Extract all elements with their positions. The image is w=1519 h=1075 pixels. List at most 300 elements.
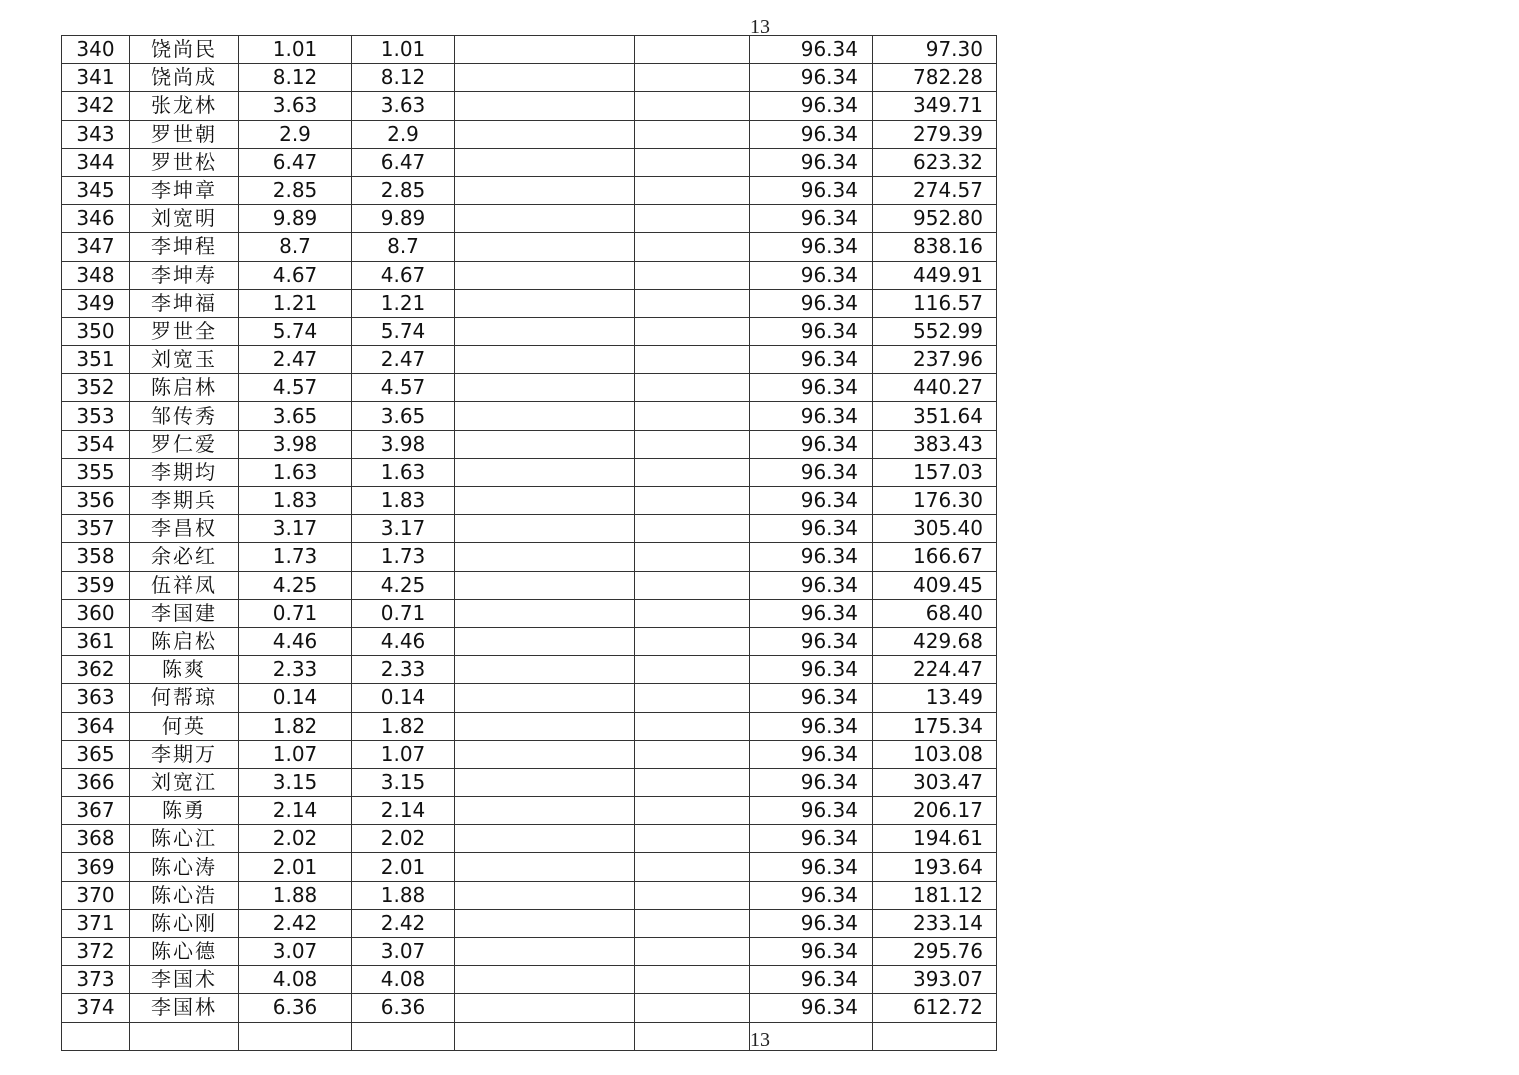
table-row <box>62 994 997 1022</box>
blank-cell <box>635 458 750 486</box>
blank-cell <box>635 571 750 599</box>
row-number-cell: 373 <box>62 966 130 994</box>
blank-cell <box>635 289 750 317</box>
unit-price-cell: 96.34 <box>750 797 873 825</box>
blank-cell <box>635 768 750 796</box>
area-b-cell: 1.21 <box>352 289 455 317</box>
amount-cell: 429.68 <box>873 627 997 655</box>
blank-cell <box>455 458 635 486</box>
unit-price-cell: 96.34 <box>750 994 873 1022</box>
unit-price-cell: 96.34 <box>750 768 873 796</box>
owner-name-cell: 李期万 <box>130 740 239 768</box>
area-b-cell: 8.7 <box>352 233 455 261</box>
owner-name-cell: 李国林 <box>130 994 239 1022</box>
blank-cell <box>635 317 750 345</box>
table-row <box>62 571 997 599</box>
unit-price-cell: 96.34 <box>750 656 873 684</box>
area-a-cell: 9.89 <box>239 205 352 233</box>
table-row <box>62 881 997 909</box>
area-a-cell: 0.14 <box>239 684 352 712</box>
area-b-cell: 6.36 <box>352 994 455 1022</box>
blank-cell <box>635 487 750 515</box>
table-row <box>62 430 997 458</box>
row-number-cell: 364 <box>62 712 130 740</box>
area-b-cell: 2.47 <box>352 346 455 374</box>
table-row <box>62 938 997 966</box>
amount-cell: 175.34 <box>873 712 997 740</box>
area-b-cell: 0.14 <box>352 684 455 712</box>
unit-price-cell: 96.34 <box>750 938 873 966</box>
area-a-cell: 4.25 <box>239 571 352 599</box>
blank-cell <box>635 1022 750 1050</box>
blank-cell <box>635 402 750 430</box>
amount-cell: 383.43 <box>873 430 997 458</box>
table-row <box>62 458 997 486</box>
owner-name-cell: 李国术 <box>130 966 239 994</box>
blank-cell <box>635 92 750 120</box>
owner-name-cell: 李期兵 <box>130 487 239 515</box>
area-a-cell: 2.47 <box>239 346 352 374</box>
unit-price-cell: 96.34 <box>750 346 873 374</box>
row-number-cell: 358 <box>62 543 130 571</box>
area-a-cell: 3.63 <box>239 92 352 120</box>
owner-name-cell <box>130 1022 239 1050</box>
table-row <box>62 205 997 233</box>
table-row <box>62 120 997 148</box>
area-a-cell: 2.01 <box>239 853 352 881</box>
row-number-cell: 366 <box>62 768 130 796</box>
table-row <box>62 712 997 740</box>
amount-cell: 68.40 <box>873 599 997 627</box>
area-b-cell: 4.46 <box>352 627 455 655</box>
unit-price-cell: 96.34 <box>750 120 873 148</box>
amount-cell: 305.40 <box>873 515 997 543</box>
blank-cell <box>455 233 635 261</box>
amount-cell: 224.47 <box>873 656 997 684</box>
owner-name-cell: 陈启林 <box>130 374 239 402</box>
amount-cell: 952.80 <box>873 205 997 233</box>
area-a-cell: 3.98 <box>239 430 352 458</box>
owner-name-cell: 伍祥凤 <box>130 571 239 599</box>
unit-price-cell: 96.34 <box>750 543 873 571</box>
amount-cell: 193.64 <box>873 853 997 881</box>
amount-cell: 279.39 <box>873 120 997 148</box>
owner-name-cell: 刘宽玉 <box>130 346 239 374</box>
blank-cell <box>635 599 750 627</box>
blank-cell <box>455 768 635 796</box>
area-a-cell: 8.7 <box>239 233 352 261</box>
area-a-cell: 8.12 <box>239 64 352 92</box>
unit-price-cell: 96.34 <box>750 148 873 176</box>
amount-cell: 233.14 <box>873 909 997 937</box>
table-row <box>62 36 997 64</box>
area-a-cell: 2.9 <box>239 120 352 148</box>
row-number-cell: 362 <box>62 656 130 684</box>
table-row <box>62 289 997 317</box>
amount-cell: 274.57 <box>873 176 997 204</box>
area-b-cell: 1.01 <box>352 36 455 64</box>
blank-cell <box>635 36 750 64</box>
area-a-cell: 3.15 <box>239 768 352 796</box>
amount-cell: 181.12 <box>873 881 997 909</box>
unit-price-cell: 96.34 <box>750 909 873 937</box>
ledger-body <box>62 36 997 1051</box>
row-number-cell: 369 <box>62 853 130 881</box>
unit-price-cell: 96.34 <box>750 233 873 261</box>
blank-cell <box>455 797 635 825</box>
blank-cell <box>455 543 635 571</box>
blank-cell <box>455 487 635 515</box>
row-number-cell: 341 <box>62 64 130 92</box>
amount-cell: 349.71 <box>873 92 997 120</box>
area-a-cell: 1.07 <box>239 740 352 768</box>
owner-name-cell: 刘宽明 <box>130 205 239 233</box>
blank-cell <box>635 374 750 402</box>
row-number-cell: 357 <box>62 515 130 543</box>
row-number-cell: 361 <box>62 627 130 655</box>
blank-cell <box>635 430 750 458</box>
owner-name-cell: 李坤寿 <box>130 261 239 289</box>
blank-cell <box>455 853 635 881</box>
row-number-cell: 340 <box>62 36 130 64</box>
row-number-cell: 345 <box>62 176 130 204</box>
area-a-cell: 5.74 <box>239 317 352 345</box>
row-number-cell: 360 <box>62 599 130 627</box>
amount-cell: 393.07 <box>873 966 997 994</box>
blank-cell <box>455 909 635 937</box>
owner-name-cell: 陈心涛 <box>130 853 239 881</box>
area-a-cell: 6.36 <box>239 994 352 1022</box>
area-b-cell: 2.14 <box>352 797 455 825</box>
area-a-cell: 3.17 <box>239 515 352 543</box>
row-number-cell: 370 <box>62 881 130 909</box>
unit-price-cell: 96.34 <box>750 825 873 853</box>
amount-cell: 237.96 <box>873 346 997 374</box>
table-row <box>62 599 997 627</box>
area-a-cell: 2.14 <box>239 797 352 825</box>
blank-cell <box>455 148 635 176</box>
area-a-cell: 6.47 <box>239 148 352 176</box>
amount-cell: 166.67 <box>873 543 997 571</box>
unit-price-cell: 96.34 <box>750 627 873 655</box>
area-b-cell: 2.9 <box>352 120 455 148</box>
blank-cell <box>635 64 750 92</box>
area-b-cell: 8.12 <box>352 64 455 92</box>
owner-name-cell: 罗世全 <box>130 317 239 345</box>
owner-name-cell: 陈爽 <box>130 656 239 684</box>
row-number-cell: 372 <box>62 938 130 966</box>
area-b-cell: 1.73 <box>352 543 455 571</box>
blank-cell <box>455 599 635 627</box>
blank-cell <box>455 402 635 430</box>
area-b-cell: 3.65 <box>352 402 455 430</box>
area-a-cell <box>239 1022 352 1050</box>
blank-cell <box>455 92 635 120</box>
row-number-cell: 349 <box>62 289 130 317</box>
owner-name-cell: 李坤福 <box>130 289 239 317</box>
unit-price-cell: 96.34 <box>750 487 873 515</box>
amount-cell: 13.49 <box>873 684 997 712</box>
amount-cell <box>873 1022 997 1050</box>
row-number-cell: 348 <box>62 261 130 289</box>
page-number-top: 13 <box>750 16 770 38</box>
owner-name-cell: 何帮琼 <box>130 684 239 712</box>
owner-name-cell: 罗世松 <box>130 148 239 176</box>
owner-name-cell: 李国建 <box>130 599 239 627</box>
owner-name-cell: 饶尚成 <box>130 64 239 92</box>
area-a-cell: 2.42 <box>239 909 352 937</box>
blank-cell <box>455 205 635 233</box>
blank-cell <box>455 430 635 458</box>
blank-cell <box>455 740 635 768</box>
area-a-cell: 1.01 <box>239 36 352 64</box>
blank-cell <box>455 176 635 204</box>
table-row <box>62 684 997 712</box>
blank-cell <box>455 825 635 853</box>
table-row <box>62 233 997 261</box>
unit-price-cell: 96.34 <box>750 881 873 909</box>
row-number-cell <box>62 1022 130 1050</box>
row-number-cell: 353 <box>62 402 130 430</box>
amount-cell: 623.32 <box>873 148 997 176</box>
blank-cell <box>635 148 750 176</box>
area-b-cell: 4.57 <box>352 374 455 402</box>
area-b-cell: 2.85 <box>352 176 455 204</box>
area-b-cell: 5.74 <box>352 317 455 345</box>
owner-name-cell: 陈心德 <box>130 938 239 966</box>
blank-cell <box>455 346 635 374</box>
blank-cell <box>455 712 635 740</box>
owner-name-cell: 陈心江 <box>130 825 239 853</box>
owner-name-cell: 李坤程 <box>130 233 239 261</box>
area-a-cell: 1.82 <box>239 712 352 740</box>
area-b-cell: 1.07 <box>352 740 455 768</box>
table-row <box>62 317 997 345</box>
owner-name-cell: 刘宽江 <box>130 768 239 796</box>
blank-cell <box>635 966 750 994</box>
unit-price-cell: 96.34 <box>750 966 873 994</box>
table-row <box>62 261 997 289</box>
blank-cell <box>635 176 750 204</box>
blank-cell <box>635 656 750 684</box>
amount-cell: 552.99 <box>873 317 997 345</box>
blank-cell <box>635 684 750 712</box>
unit-price-cell: 96.34 <box>750 374 873 402</box>
area-a-cell: 1.63 <box>239 458 352 486</box>
row-number-cell: 371 <box>62 909 130 937</box>
owner-name-cell: 罗仁爱 <box>130 430 239 458</box>
area-a-cell: 0.71 <box>239 599 352 627</box>
area-b-cell: 6.47 <box>352 148 455 176</box>
amount-cell: 409.45 <box>873 571 997 599</box>
blank-cell <box>635 994 750 1022</box>
table-row <box>62 543 997 571</box>
blank-cell <box>455 374 635 402</box>
blank-cell <box>635 740 750 768</box>
area-b-cell <box>352 1022 455 1050</box>
blank-cell <box>455 261 635 289</box>
area-a-cell: 1.83 <box>239 487 352 515</box>
amount-cell: 449.91 <box>873 261 997 289</box>
unit-price-cell: 96.34 <box>750 36 873 64</box>
table-row <box>62 64 997 92</box>
amount-cell: 303.47 <box>873 768 997 796</box>
blank-cell <box>635 233 750 261</box>
owner-name-cell: 李期均 <box>130 458 239 486</box>
area-a-cell: 1.21 <box>239 289 352 317</box>
table-row <box>62 1022 997 1050</box>
row-number-cell: 351 <box>62 346 130 374</box>
blank-cell <box>635 881 750 909</box>
unit-price-cell: 96.34 <box>750 740 873 768</box>
unit-price-cell: 96.34 <box>750 402 873 430</box>
blank-cell <box>455 289 635 317</box>
blank-cell <box>635 797 750 825</box>
blank-cell <box>455 994 635 1022</box>
blank-cell <box>635 346 750 374</box>
blank-cell <box>635 853 750 881</box>
area-b-cell: 1.83 <box>352 487 455 515</box>
row-number-cell: 367 <box>62 797 130 825</box>
owner-name-cell: 陈勇 <box>130 797 239 825</box>
blank-cell <box>455 515 635 543</box>
owner-name-cell: 邹传秀 <box>130 402 239 430</box>
owner-name-cell: 陈心浩 <box>130 881 239 909</box>
row-number-cell: 347 <box>62 233 130 261</box>
amount-cell: 194.61 <box>873 825 997 853</box>
area-b-cell: 3.98 <box>352 430 455 458</box>
amount-cell: 103.08 <box>873 740 997 768</box>
blank-cell <box>455 966 635 994</box>
area-b-cell: 4.08 <box>352 966 455 994</box>
unit-price-cell: 96.34 <box>750 684 873 712</box>
table-row <box>62 797 997 825</box>
area-a-cell: 1.88 <box>239 881 352 909</box>
unit-price-cell: 96.34 <box>750 515 873 543</box>
owner-name-cell: 李昌权 <box>130 515 239 543</box>
owner-name-cell: 何英 <box>130 712 239 740</box>
table-row <box>62 853 997 881</box>
area-b-cell: 1.88 <box>352 881 455 909</box>
unit-price-cell: 96.34 <box>750 599 873 627</box>
owner-name-cell: 陈启松 <box>130 627 239 655</box>
table-row <box>62 627 997 655</box>
blank-cell <box>455 938 635 966</box>
owner-name-cell: 饶尚民 <box>130 36 239 64</box>
blank-cell <box>455 571 635 599</box>
ledger-table <box>61 35 997 1051</box>
amount-cell: 97.30 <box>873 36 997 64</box>
area-b-cell: 3.15 <box>352 768 455 796</box>
unit-price-cell: 96.34 <box>750 853 873 881</box>
unit-price-cell: 96.34 <box>750 430 873 458</box>
amount-cell: 295.76 <box>873 938 997 966</box>
owner-name-cell: 罗世朝 <box>130 120 239 148</box>
amount-cell: 157.03 <box>873 458 997 486</box>
blank-cell <box>455 627 635 655</box>
row-number-cell: 346 <box>62 205 130 233</box>
table-row <box>62 825 997 853</box>
owner-name-cell: 陈心刚 <box>130 909 239 937</box>
area-b-cell: 4.67 <box>352 261 455 289</box>
blank-cell <box>455 120 635 148</box>
unit-price-cell: 96.34 <box>750 458 873 486</box>
blank-cell <box>455 36 635 64</box>
area-b-cell: 9.89 <box>352 205 455 233</box>
area-b-cell: 0.71 <box>352 599 455 627</box>
area-b-cell: 2.33 <box>352 656 455 684</box>
blank-cell <box>455 1022 635 1050</box>
amount-cell: 116.57 <box>873 289 997 317</box>
table-row <box>62 515 997 543</box>
area-a-cell: 3.65 <box>239 402 352 430</box>
table-row <box>62 346 997 374</box>
amount-cell: 206.17 <box>873 797 997 825</box>
area-a-cell: 1.73 <box>239 543 352 571</box>
area-a-cell: 2.33 <box>239 656 352 684</box>
amount-cell: 351.64 <box>873 402 997 430</box>
area-a-cell: 4.67 <box>239 261 352 289</box>
area-b-cell: 1.82 <box>352 712 455 740</box>
row-number-cell: 343 <box>62 120 130 148</box>
unit-price-cell: 96.34 <box>750 205 873 233</box>
area-b-cell: 4.25 <box>352 571 455 599</box>
blank-cell <box>455 656 635 684</box>
area-b-cell: 2.01 <box>352 853 455 881</box>
blank-cell <box>635 120 750 148</box>
blank-cell <box>455 881 635 909</box>
blank-cell <box>635 515 750 543</box>
area-a-cell: 4.57 <box>239 374 352 402</box>
row-number-cell: 352 <box>62 374 130 402</box>
page-number-bottom: 13 <box>750 1029 770 1051</box>
amount-cell: 782.28 <box>873 64 997 92</box>
row-number-cell: 368 <box>62 825 130 853</box>
row-number-cell: 344 <box>62 148 130 176</box>
unit-price-cell: 96.34 <box>750 92 873 120</box>
amount-cell: 838.16 <box>873 233 997 261</box>
blank-cell <box>635 909 750 937</box>
row-number-cell: 354 <box>62 430 130 458</box>
area-a-cell: 3.07 <box>239 938 352 966</box>
amount-cell: 612.72 <box>873 994 997 1022</box>
row-number-cell: 342 <box>62 92 130 120</box>
area-b-cell: 3.17 <box>352 515 455 543</box>
area-b-cell: 3.07 <box>352 938 455 966</box>
area-a-cell: 4.08 <box>239 966 352 994</box>
row-number-cell: 350 <box>62 317 130 345</box>
blank-cell <box>635 825 750 853</box>
unit-price-cell: 96.34 <box>750 712 873 740</box>
unit-price-cell: 96.34 <box>750 64 873 92</box>
area-b-cell: 2.42 <box>352 909 455 937</box>
unit-price-cell: 96.34 <box>750 289 873 317</box>
area-a-cell: 2.02 <box>239 825 352 853</box>
area-b-cell: 2.02 <box>352 825 455 853</box>
table-row <box>62 92 997 120</box>
unit-price-cell: 96.34 <box>750 571 873 599</box>
blank-cell <box>635 543 750 571</box>
unit-price-cell: 96.34 <box>750 176 873 204</box>
owner-name-cell: 张龙林 <box>130 92 239 120</box>
unit-price-cell: 96.34 <box>750 317 873 345</box>
unit-price-cell: 96.34 <box>750 261 873 289</box>
owner-name-cell: 余必红 <box>130 543 239 571</box>
area-a-cell: 2.85 <box>239 176 352 204</box>
table-row <box>62 374 997 402</box>
blank-cell <box>635 938 750 966</box>
blank-cell <box>635 712 750 740</box>
